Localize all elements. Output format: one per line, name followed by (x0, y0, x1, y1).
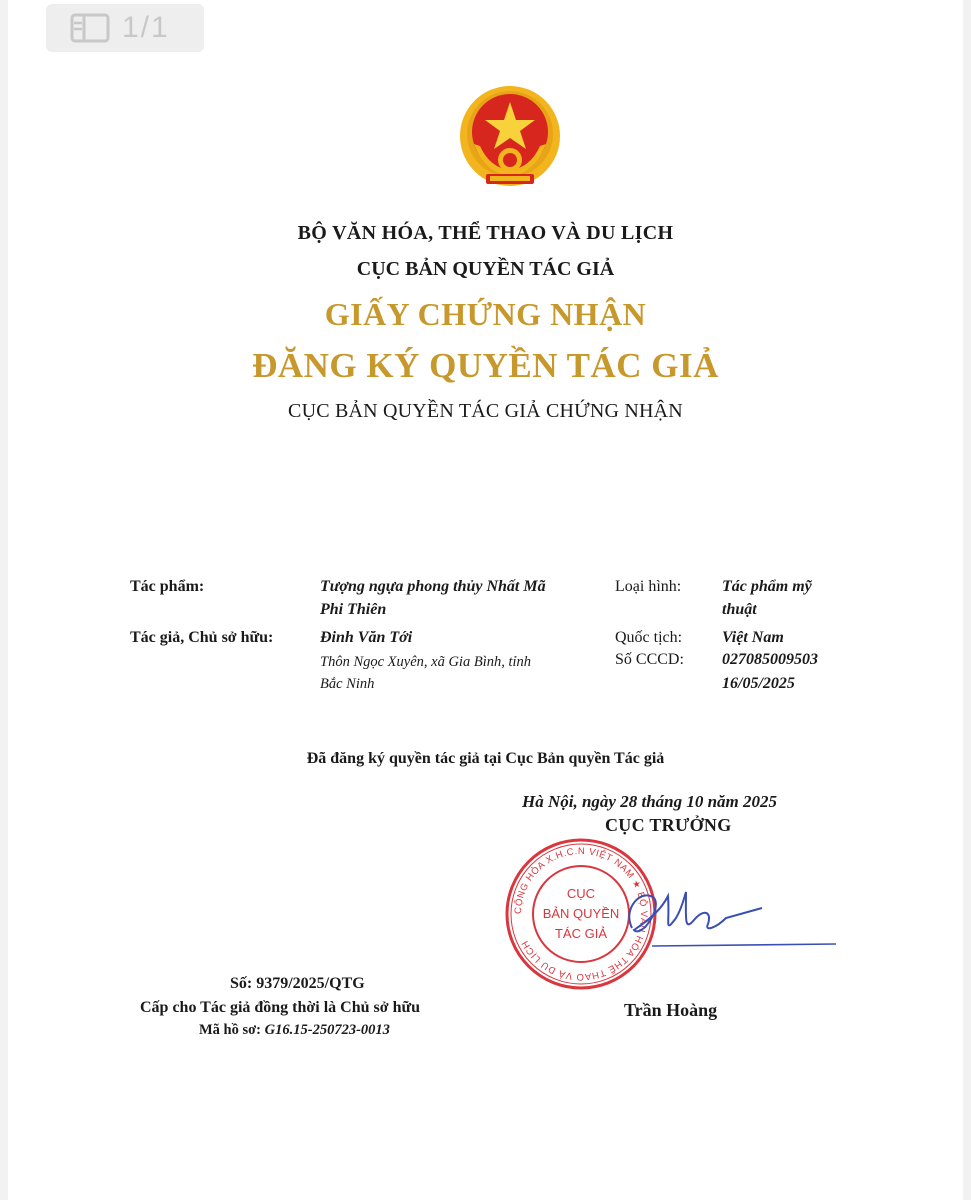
dossier-code (199, 1022, 390, 1039)
seal-inner-line2: BẢN QUYỀN (542, 906, 620, 921)
issued-to: Cấp cho Tác giả đồng thời là Chủ sở hữu (140, 999, 420, 1016)
page-indicator[interactable] (46, 4, 204, 52)
ministry-name: BỘ VĂN HÓA, THỂ THAO VÀ DU LỊCH (297, 222, 674, 244)
author-value: Đinh Văn Tới (320, 629, 413, 646)
work-value-line2: Phi Thiên (320, 601, 387, 618)
director-title: CỤC TRƯỞNG (605, 815, 732, 835)
seal-outer-text: CỘNG HÒA X.H.C.N VIỆT NAM ★ BỘ VĂN HÓA THỂ THAO VÀ DU LỊCH (512, 845, 650, 983)
dossier-label: Mã hồ sơ: (199, 1022, 262, 1038)
seal-inner-line3: TÁC GIẢ (554, 926, 608, 941)
type-label: Loại hình: (615, 578, 682, 595)
department-name: CỤC BẢN QUYỀN TÁC GIẢ (356, 258, 615, 280)
id-date: 16/05/2025 (722, 675, 795, 692)
national-emblem-icon (456, 84, 564, 194)
type-value-line1: Tác phẩm mỹ (722, 578, 812, 595)
work-value-line1: Tượng ngựa phong thủy Nhất Mã (320, 578, 546, 595)
issue-date: Hà Nội, ngày 28 tháng 10 năm 2025 (522, 792, 778, 811)
id-value: 027085009503 (722, 651, 818, 668)
nationality-value: Việt Nam (722, 629, 784, 646)
seal-inner-line1: CỤC (566, 886, 596, 901)
page-count: 1/1 (122, 11, 170, 44)
type-value-line2: thuật (722, 601, 757, 618)
author-label: Tác giả, Chủ sở hữu: (130, 629, 274, 646)
signer-name: Trần Hoàng (624, 1000, 718, 1020)
certificate-title-line2: ĐĂNG KÝ QUYỀN TÁC GIẢ (252, 346, 719, 385)
certificate-number: Số: 9379/2025/QTG (230, 975, 365, 992)
address-line2: Bắc Ninh (320, 676, 375, 692)
nationality-label: Quốc tịch: (615, 629, 683, 646)
page-icon (70, 12, 110, 44)
work-label: Tác phẩm: (130, 578, 205, 595)
signature (612, 868, 842, 958)
certifies-line: CỤC BẢN QUYỀN TÁC GIẢ CHỨNG NHẬN (288, 400, 683, 422)
certificate-title-line1: GIẤY CHỨNG NHẬN (324, 296, 647, 332)
dossier-value: G16.15-250723-0013 (264, 1022, 390, 1038)
address-line1: Thôn Ngọc Xuyên, xã Gia Bình, tỉnh (320, 654, 532, 670)
id-label: Số CCCD: (615, 651, 684, 668)
registered-statement: Đã đăng ký quyền tác giả tại Cục Bản quyền Tác giả (306, 750, 665, 767)
